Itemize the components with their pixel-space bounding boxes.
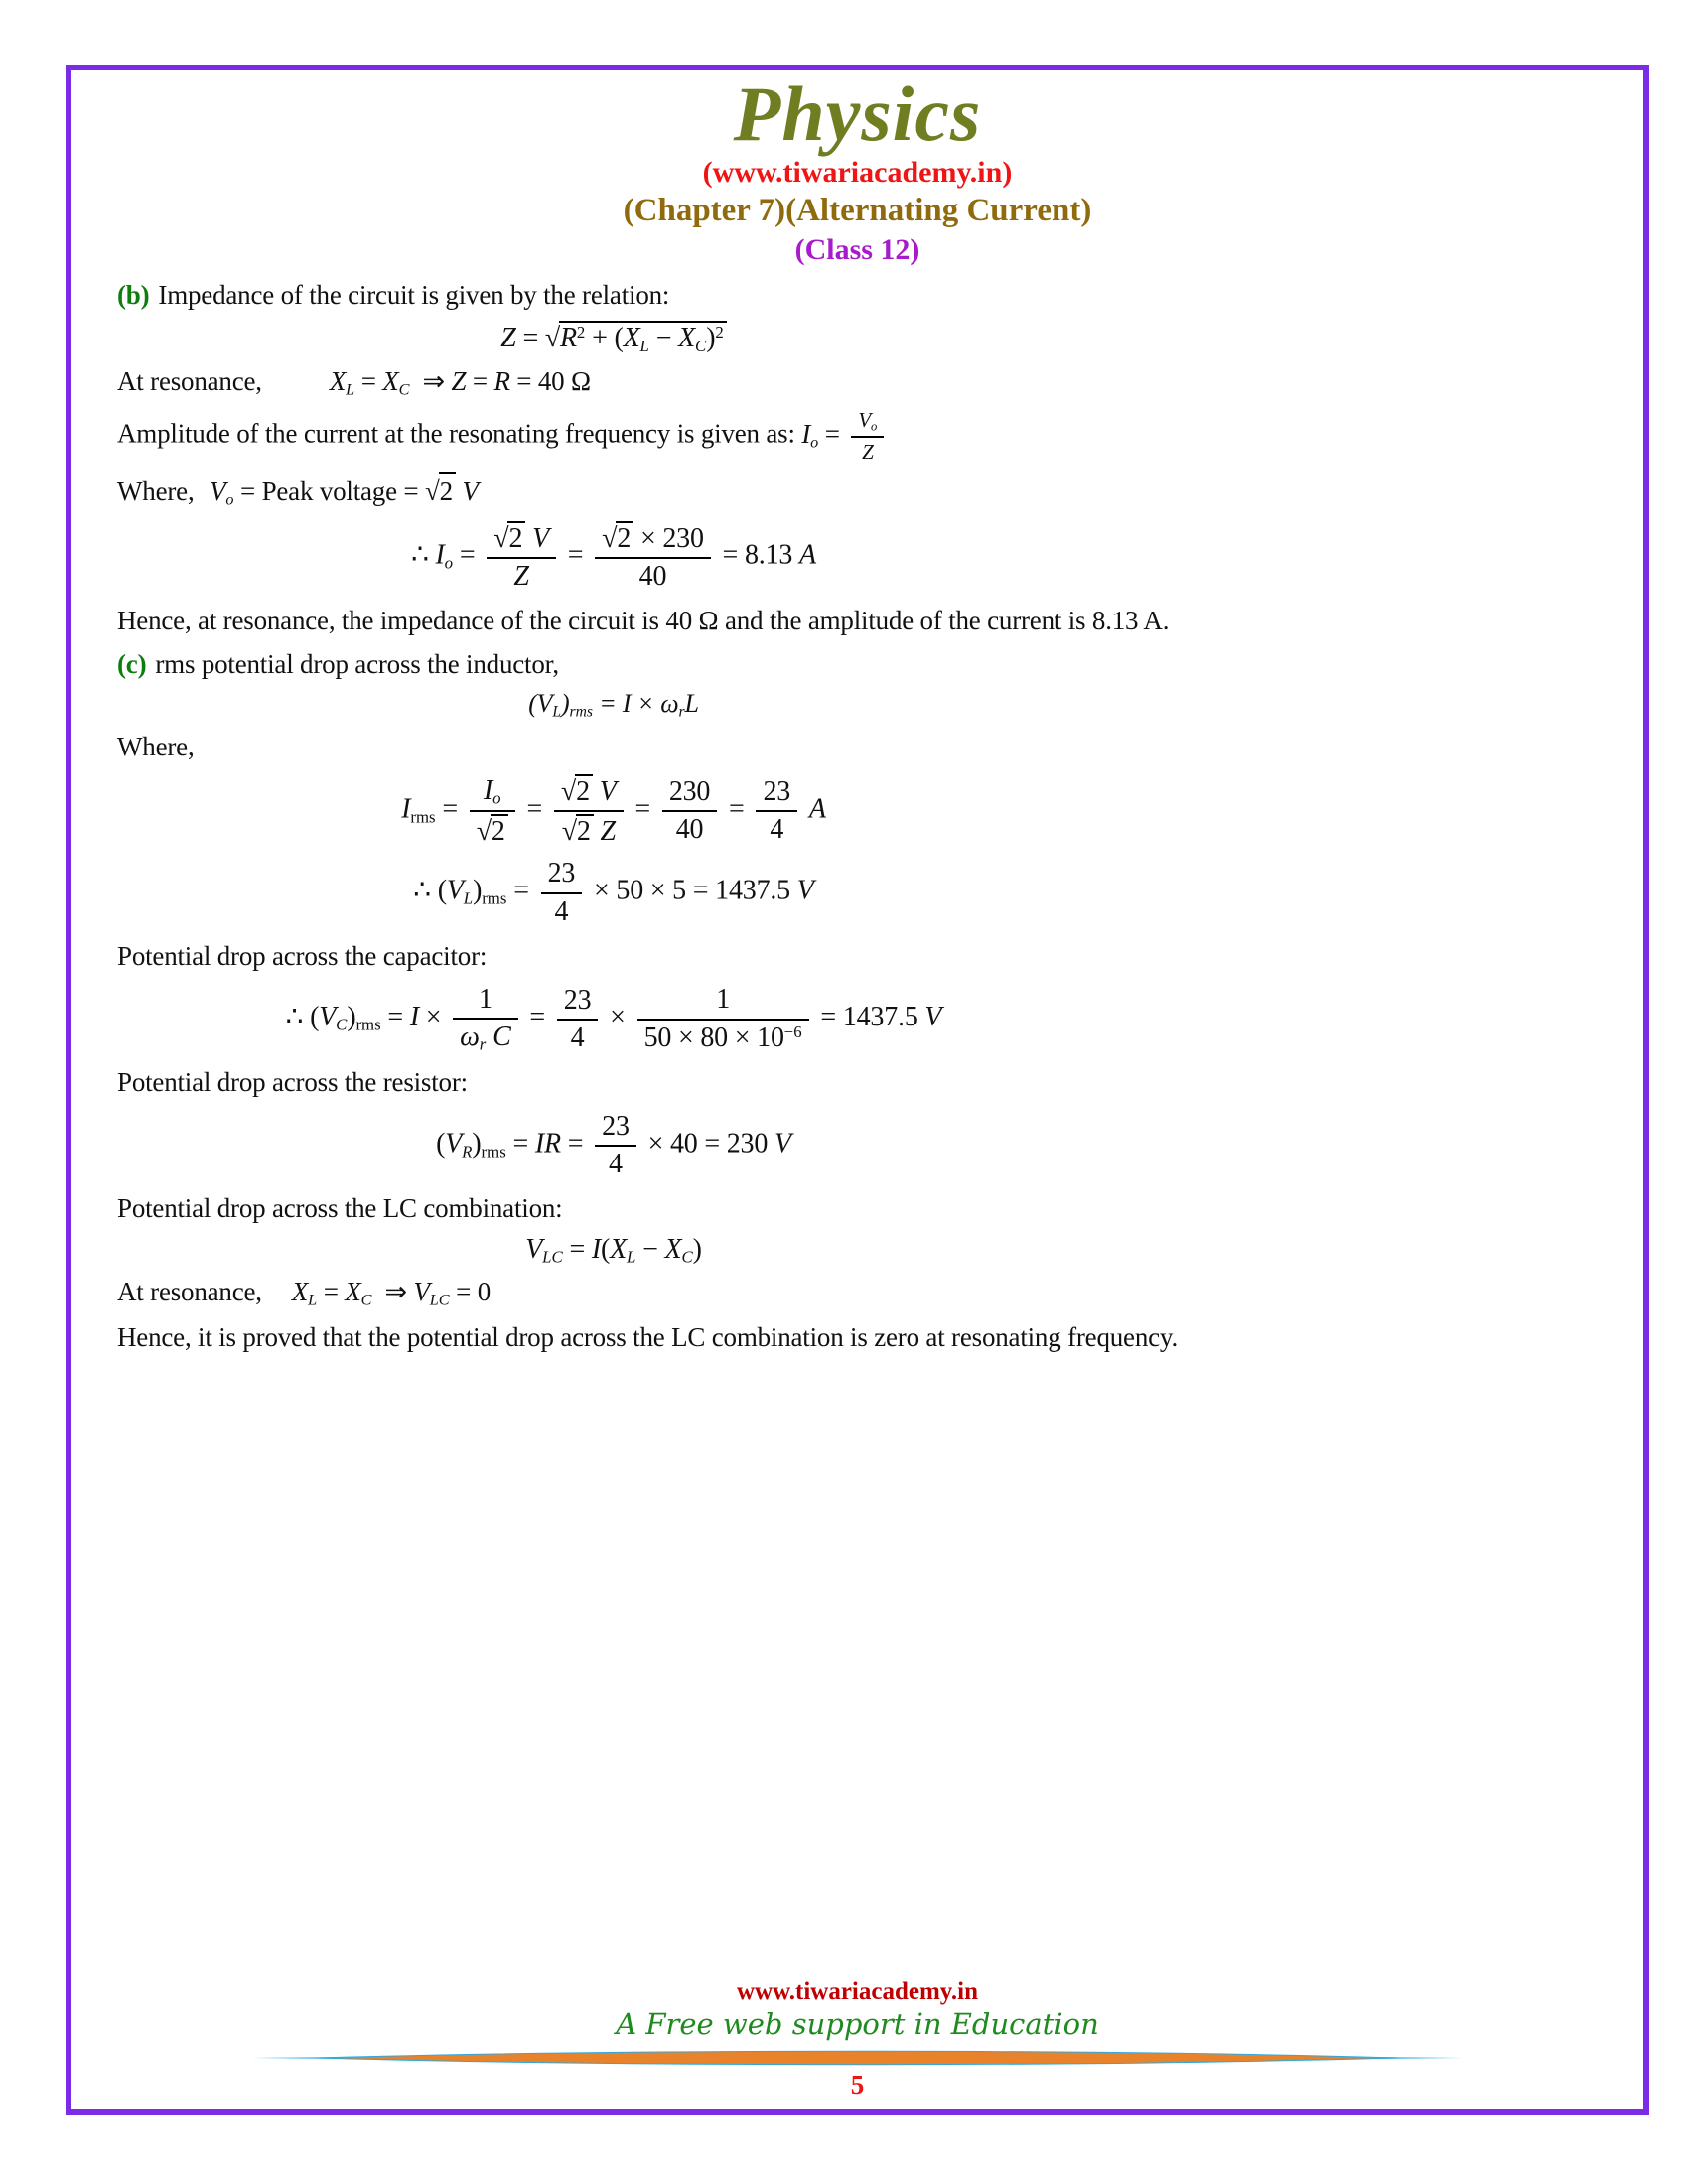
page-header bbox=[71, 70, 1643, 267]
math-subscript: rms bbox=[569, 703, 593, 721]
math-token: 230 bbox=[668, 775, 711, 807]
fraction bbox=[595, 1111, 636, 1180]
para-amplitude bbox=[117, 408, 1110, 464]
fraction bbox=[662, 776, 717, 846]
fraction-numerator bbox=[541, 858, 583, 893]
fraction-numerator bbox=[554, 774, 624, 812]
fraction-numerator bbox=[637, 984, 809, 1020]
solution-body bbox=[117, 277, 1179, 1355]
para-where-1 bbox=[117, 472, 1110, 511]
math-token: ) bbox=[347, 1002, 356, 1033]
math-token: ) bbox=[561, 689, 570, 719]
math-variable: I bbox=[483, 774, 493, 806]
math-token: = bbox=[505, 1128, 535, 1160]
math-variable: X bbox=[382, 365, 399, 396]
fraction-denominator bbox=[662, 812, 717, 846]
math-subscript: L bbox=[308, 1291, 318, 1309]
math-variable: V bbox=[445, 1128, 463, 1160]
math-token: = bbox=[519, 793, 549, 825]
math-subscript: L bbox=[639, 336, 649, 355]
math-variable: Z bbox=[600, 816, 616, 848]
equation-impedance bbox=[117, 321, 1110, 356]
math-subscript: rms bbox=[482, 888, 507, 908]
page-footer bbox=[71, 1978, 1643, 2101]
radical-sign: √ bbox=[561, 816, 577, 848]
math-token: 2 bbox=[439, 476, 453, 506]
math-variable: Z bbox=[513, 561, 529, 593]
math-token: ⇒ bbox=[409, 365, 452, 396]
math-variable: V bbox=[532, 522, 549, 554]
radical-sign: √ bbox=[493, 522, 509, 554]
math-subscript: L bbox=[552, 703, 562, 721]
math-subscript: C bbox=[360, 1291, 372, 1309]
math-token: ) bbox=[706, 323, 716, 354]
equation-vr-value bbox=[117, 1111, 1110, 1180]
math-variable: X bbox=[345, 1277, 361, 1307]
where-label: Where, bbox=[117, 476, 195, 506]
math-token: 23 bbox=[547, 858, 576, 889]
math-token: ∴ bbox=[411, 539, 436, 571]
equation-io-definition bbox=[801, 408, 889, 465]
math-variable: L bbox=[684, 689, 699, 719]
at-resonance-label-2: At resonance, bbox=[117, 1277, 262, 1307]
math-token: = bbox=[628, 793, 657, 825]
math-variable: V bbox=[525, 1233, 543, 1265]
math-token: ) bbox=[473, 875, 483, 906]
math-variable: V bbox=[599, 775, 617, 807]
math-token: = bbox=[466, 365, 494, 396]
equation-resonance-2 bbox=[291, 1277, 492, 1309]
fraction bbox=[453, 984, 517, 1054]
math-variable: V bbox=[796, 875, 814, 906]
math-token: 23 bbox=[602, 1110, 630, 1142]
fraction-numerator bbox=[557, 985, 599, 1021]
math-token: 23 bbox=[563, 984, 592, 1016]
fraction-denominator bbox=[756, 812, 797, 846]
para-where-2: Where, bbox=[117, 731, 195, 761]
fraction-denominator bbox=[557, 1021, 599, 1054]
math-variable: ω bbox=[660, 689, 679, 719]
para-part-b bbox=[117, 277, 1110, 313]
chapter-heading: (Chapter 7)(Alternating Current) bbox=[623, 193, 1092, 229]
math-token: × bbox=[631, 689, 661, 719]
math-token: = bbox=[317, 1277, 346, 1307]
math-token: = 0 bbox=[449, 1277, 492, 1307]
math-token: ( bbox=[436, 1128, 446, 1160]
math-variable: V bbox=[924, 1002, 942, 1033]
para-hence-2: Hence, it is proved that the potential drop across the LC combination is zero at resonating frequency. bbox=[117, 1321, 1179, 1352]
radical-sign: √ bbox=[476, 815, 492, 847]
equation-resonance-condition bbox=[329, 365, 591, 399]
fraction bbox=[541, 858, 583, 927]
math-variable: X bbox=[664, 1233, 682, 1265]
math-subscript: o bbox=[225, 490, 234, 509]
fraction bbox=[637, 984, 809, 1054]
math-token: = bbox=[522, 1002, 552, 1033]
fraction-numerator bbox=[595, 521, 711, 559]
math-token: = Peak voltage = bbox=[233, 476, 426, 506]
radical-sign: √ bbox=[602, 522, 618, 554]
fraction-denominator bbox=[595, 559, 711, 593]
math-subscript: C bbox=[398, 380, 410, 399]
math-token: × 40 = 230 bbox=[640, 1128, 774, 1160]
para-lc-combination: Potential drop across the LC combination: bbox=[117, 1193, 563, 1224]
fraction-numerator bbox=[851, 408, 884, 438]
fraction-denominator bbox=[487, 559, 556, 593]
math-token: = bbox=[453, 539, 483, 571]
radical-sign: √ bbox=[544, 323, 561, 354]
math-variable: V bbox=[462, 476, 479, 506]
math-subscript: r bbox=[479, 1035, 487, 1055]
math-token: 1 bbox=[716, 984, 730, 1016]
math-variable: A bbox=[798, 539, 816, 571]
math-subscript: o bbox=[444, 553, 454, 573]
at-resonance-label: At resonance, bbox=[117, 365, 262, 396]
math-token: 2 bbox=[576, 775, 590, 807]
math-token: ) bbox=[472, 1128, 482, 1160]
math-subscript: L bbox=[627, 1247, 636, 1267]
fraction-numerator bbox=[662, 776, 717, 812]
page-border-frame bbox=[66, 65, 1649, 2115]
divider-graphic bbox=[252, 2049, 1464, 2067]
math-token: = bbox=[435, 793, 465, 825]
math-subscript: R bbox=[462, 1142, 473, 1161]
fraction-numerator bbox=[453, 984, 517, 1020]
para-at-resonance-1 bbox=[117, 363, 1110, 401]
radical bbox=[477, 814, 508, 848]
math-token: ⇒ bbox=[371, 1277, 414, 1307]
math-token: = bbox=[818, 418, 847, 449]
math-token: 1 bbox=[478, 984, 492, 1016]
radical bbox=[602, 521, 633, 555]
math-token: 2 bbox=[576, 816, 591, 848]
fraction-denominator bbox=[595, 1147, 636, 1180]
radical bbox=[562, 814, 594, 848]
para-hence-1: Hence, at resonance, the impedance of the circuit is 40 Ω and the amplitude of the current is 8.13 A. bbox=[117, 606, 1170, 636]
part-b-label: (b) bbox=[117, 280, 150, 311]
math-variable: X bbox=[623, 323, 640, 354]
para-capacitor: Potential drop across the capacitor: bbox=[117, 940, 488, 971]
fraction-numerator bbox=[595, 1111, 636, 1147]
math-subscript: C bbox=[681, 1247, 693, 1267]
fraction bbox=[470, 775, 515, 848]
math-token: ∴ ( bbox=[413, 875, 447, 906]
radical-body bbox=[616, 521, 633, 555]
math-superscript: −6 bbox=[783, 1022, 802, 1041]
part-c-label: (c) bbox=[117, 648, 147, 679]
math-variable: ω bbox=[460, 1022, 480, 1053]
fraction bbox=[756, 776, 797, 846]
math-subscript: r bbox=[678, 703, 685, 721]
radical-body bbox=[491, 814, 508, 848]
fraction-denominator bbox=[851, 438, 884, 464]
math-variable: X bbox=[291, 1277, 309, 1307]
equation-vlc-definition bbox=[117, 1234, 1110, 1268]
math-token: = bbox=[506, 875, 536, 906]
math-token: ) bbox=[692, 1233, 702, 1265]
math-subscript: LC bbox=[429, 1291, 450, 1309]
math-variable: V bbox=[446, 875, 464, 906]
math-subscript: o bbox=[871, 419, 878, 434]
math-token: × 50 × 5 = 1437.5 bbox=[587, 875, 797, 906]
math-token: × bbox=[418, 1002, 449, 1033]
math-token: = bbox=[380, 1002, 410, 1033]
math-token: = bbox=[560, 539, 591, 571]
class-heading: (Class 12) bbox=[794, 232, 920, 266]
fraction-denominator bbox=[637, 1021, 809, 1054]
math-token: ∴ ( bbox=[285, 1002, 320, 1033]
math-variable: X bbox=[610, 1233, 627, 1265]
math-variable: V bbox=[858, 408, 872, 433]
math-variable: V bbox=[319, 1002, 337, 1033]
fraction-numerator bbox=[756, 776, 797, 812]
radical bbox=[545, 321, 727, 356]
radical bbox=[425, 472, 456, 509]
fraction-denominator bbox=[470, 812, 515, 848]
fraction-denominator bbox=[453, 1020, 517, 1054]
math-token bbox=[593, 776, 600, 807]
equation-peak-voltage bbox=[210, 476, 479, 509]
math-variable: I bbox=[591, 1233, 601, 1265]
math-token: = 8.13 bbox=[715, 539, 799, 571]
math-variable: I bbox=[401, 793, 411, 825]
math-token: = bbox=[560, 1128, 591, 1160]
math-variable: X bbox=[678, 323, 695, 354]
math-variable: R bbox=[493, 365, 510, 396]
math-variable: I bbox=[801, 418, 811, 449]
math-token: 4 bbox=[609, 1148, 623, 1179]
math-subscript: L bbox=[346, 380, 355, 399]
math-token: 50 × 80 × 10 bbox=[643, 1022, 784, 1053]
math-variable: C bbox=[492, 1022, 511, 1053]
math-token: × bbox=[603, 1002, 633, 1033]
math-token: 4 bbox=[554, 895, 569, 927]
math-token: = bbox=[515, 323, 545, 354]
equation-vl-definition bbox=[117, 689, 1110, 721]
math-token: 4 bbox=[570, 1022, 585, 1053]
fraction bbox=[851, 408, 884, 464]
radical-body bbox=[439, 472, 456, 509]
math-token: × 230 bbox=[633, 522, 704, 554]
math-token bbox=[802, 794, 809, 825]
math-subscript: rms bbox=[410, 807, 436, 827]
math-variable: Z bbox=[862, 440, 874, 465]
math-token: = 1437.5 bbox=[813, 1002, 925, 1033]
fraction-denominator bbox=[554, 812, 624, 848]
radical-body bbox=[575, 774, 593, 808]
fraction bbox=[554, 774, 624, 848]
math-subscript: C bbox=[695, 336, 707, 355]
math-token: 2 bbox=[508, 522, 523, 554]
math-variable: R bbox=[560, 323, 577, 354]
part-b-text: Impedance of the circuit is given by the relation: bbox=[158, 280, 670, 311]
math-token: = bbox=[562, 1233, 592, 1265]
para-resistor: Potential drop across the resistor: bbox=[117, 1067, 468, 1098]
math-token: = 40 Ω bbox=[509, 365, 591, 396]
math-token: − bbox=[648, 323, 679, 354]
fraction bbox=[487, 521, 556, 593]
footer-tagline: A Free web support in Education bbox=[616, 2006, 1099, 2041]
math-token: = bbox=[592, 689, 623, 719]
math-variable: I bbox=[622, 689, 632, 719]
header-site-link[interactable]: (www.tiwariacademy.in) bbox=[702, 155, 1013, 189]
fraction-numerator bbox=[470, 775, 515, 812]
radical-body bbox=[507, 521, 525, 555]
radical-sign: √ bbox=[560, 775, 577, 807]
math-variable: I bbox=[435, 539, 445, 571]
math-variable: V bbox=[413, 1277, 430, 1307]
math-variable: X bbox=[329, 365, 347, 396]
footer-site-link[interactable]: www.tiwariacademy.in bbox=[736, 1978, 979, 2005]
math-subscript: LC bbox=[542, 1247, 563, 1267]
para-part-c bbox=[117, 646, 1110, 682]
fraction-numerator bbox=[487, 521, 556, 559]
math-subscript: o bbox=[492, 788, 501, 808]
math-token: = bbox=[722, 793, 752, 825]
amplitude-text: Amplitude of the current at the resonating frequency is given as: bbox=[117, 418, 795, 449]
radical bbox=[561, 774, 593, 808]
math-variable: Z bbox=[500, 323, 516, 354]
math-token: = bbox=[354, 365, 383, 396]
math-token: 2 bbox=[491, 815, 505, 847]
math-token: 40 bbox=[638, 561, 667, 593]
math-subscript: C bbox=[336, 1015, 348, 1034]
part-c-text: rms potential drop across the inductor, bbox=[155, 648, 559, 679]
equation-vl-value bbox=[117, 858, 1110, 927]
math-variable: IR bbox=[534, 1128, 561, 1160]
math-token: 23 bbox=[763, 775, 791, 807]
math-token: − bbox=[635, 1233, 665, 1265]
math-subscript: rms bbox=[481, 1142, 506, 1161]
math-superscript: 2 bbox=[715, 322, 724, 341]
math-token: ( bbox=[528, 689, 537, 719]
math-subscript: rms bbox=[355, 1015, 381, 1034]
page-title: Physics bbox=[733, 70, 982, 157]
page-number: 5 bbox=[850, 2070, 865, 2101]
math-token: ( bbox=[600, 1233, 611, 1265]
equation-vc-value bbox=[117, 984, 1110, 1054]
math-variable: Z bbox=[451, 365, 467, 396]
radical-body bbox=[559, 321, 727, 356]
equation-irms bbox=[117, 774, 1110, 848]
math-variable: V bbox=[536, 689, 553, 719]
math-variable: I bbox=[409, 1002, 419, 1033]
radical bbox=[493, 521, 525, 555]
math-token: 4 bbox=[770, 814, 784, 846]
fraction-denominator bbox=[541, 894, 583, 928]
radical-body bbox=[576, 814, 594, 848]
math-variable: A bbox=[808, 793, 826, 825]
para-at-resonance-2 bbox=[117, 1274, 1110, 1311]
math-variable: V bbox=[774, 1128, 791, 1160]
math-token: 40 bbox=[675, 814, 704, 846]
math-subscript: o bbox=[810, 433, 819, 452]
equation-io-value bbox=[117, 521, 1110, 593]
math-token: 2 bbox=[617, 522, 632, 554]
fraction bbox=[557, 985, 599, 1054]
math-subscript: L bbox=[463, 888, 474, 908]
math-token: + ( bbox=[585, 323, 624, 354]
math-superscript: 2 bbox=[576, 322, 586, 341]
fraction bbox=[595, 521, 711, 593]
radical-sign: √ bbox=[425, 476, 440, 506]
math-variable: V bbox=[210, 476, 226, 506]
